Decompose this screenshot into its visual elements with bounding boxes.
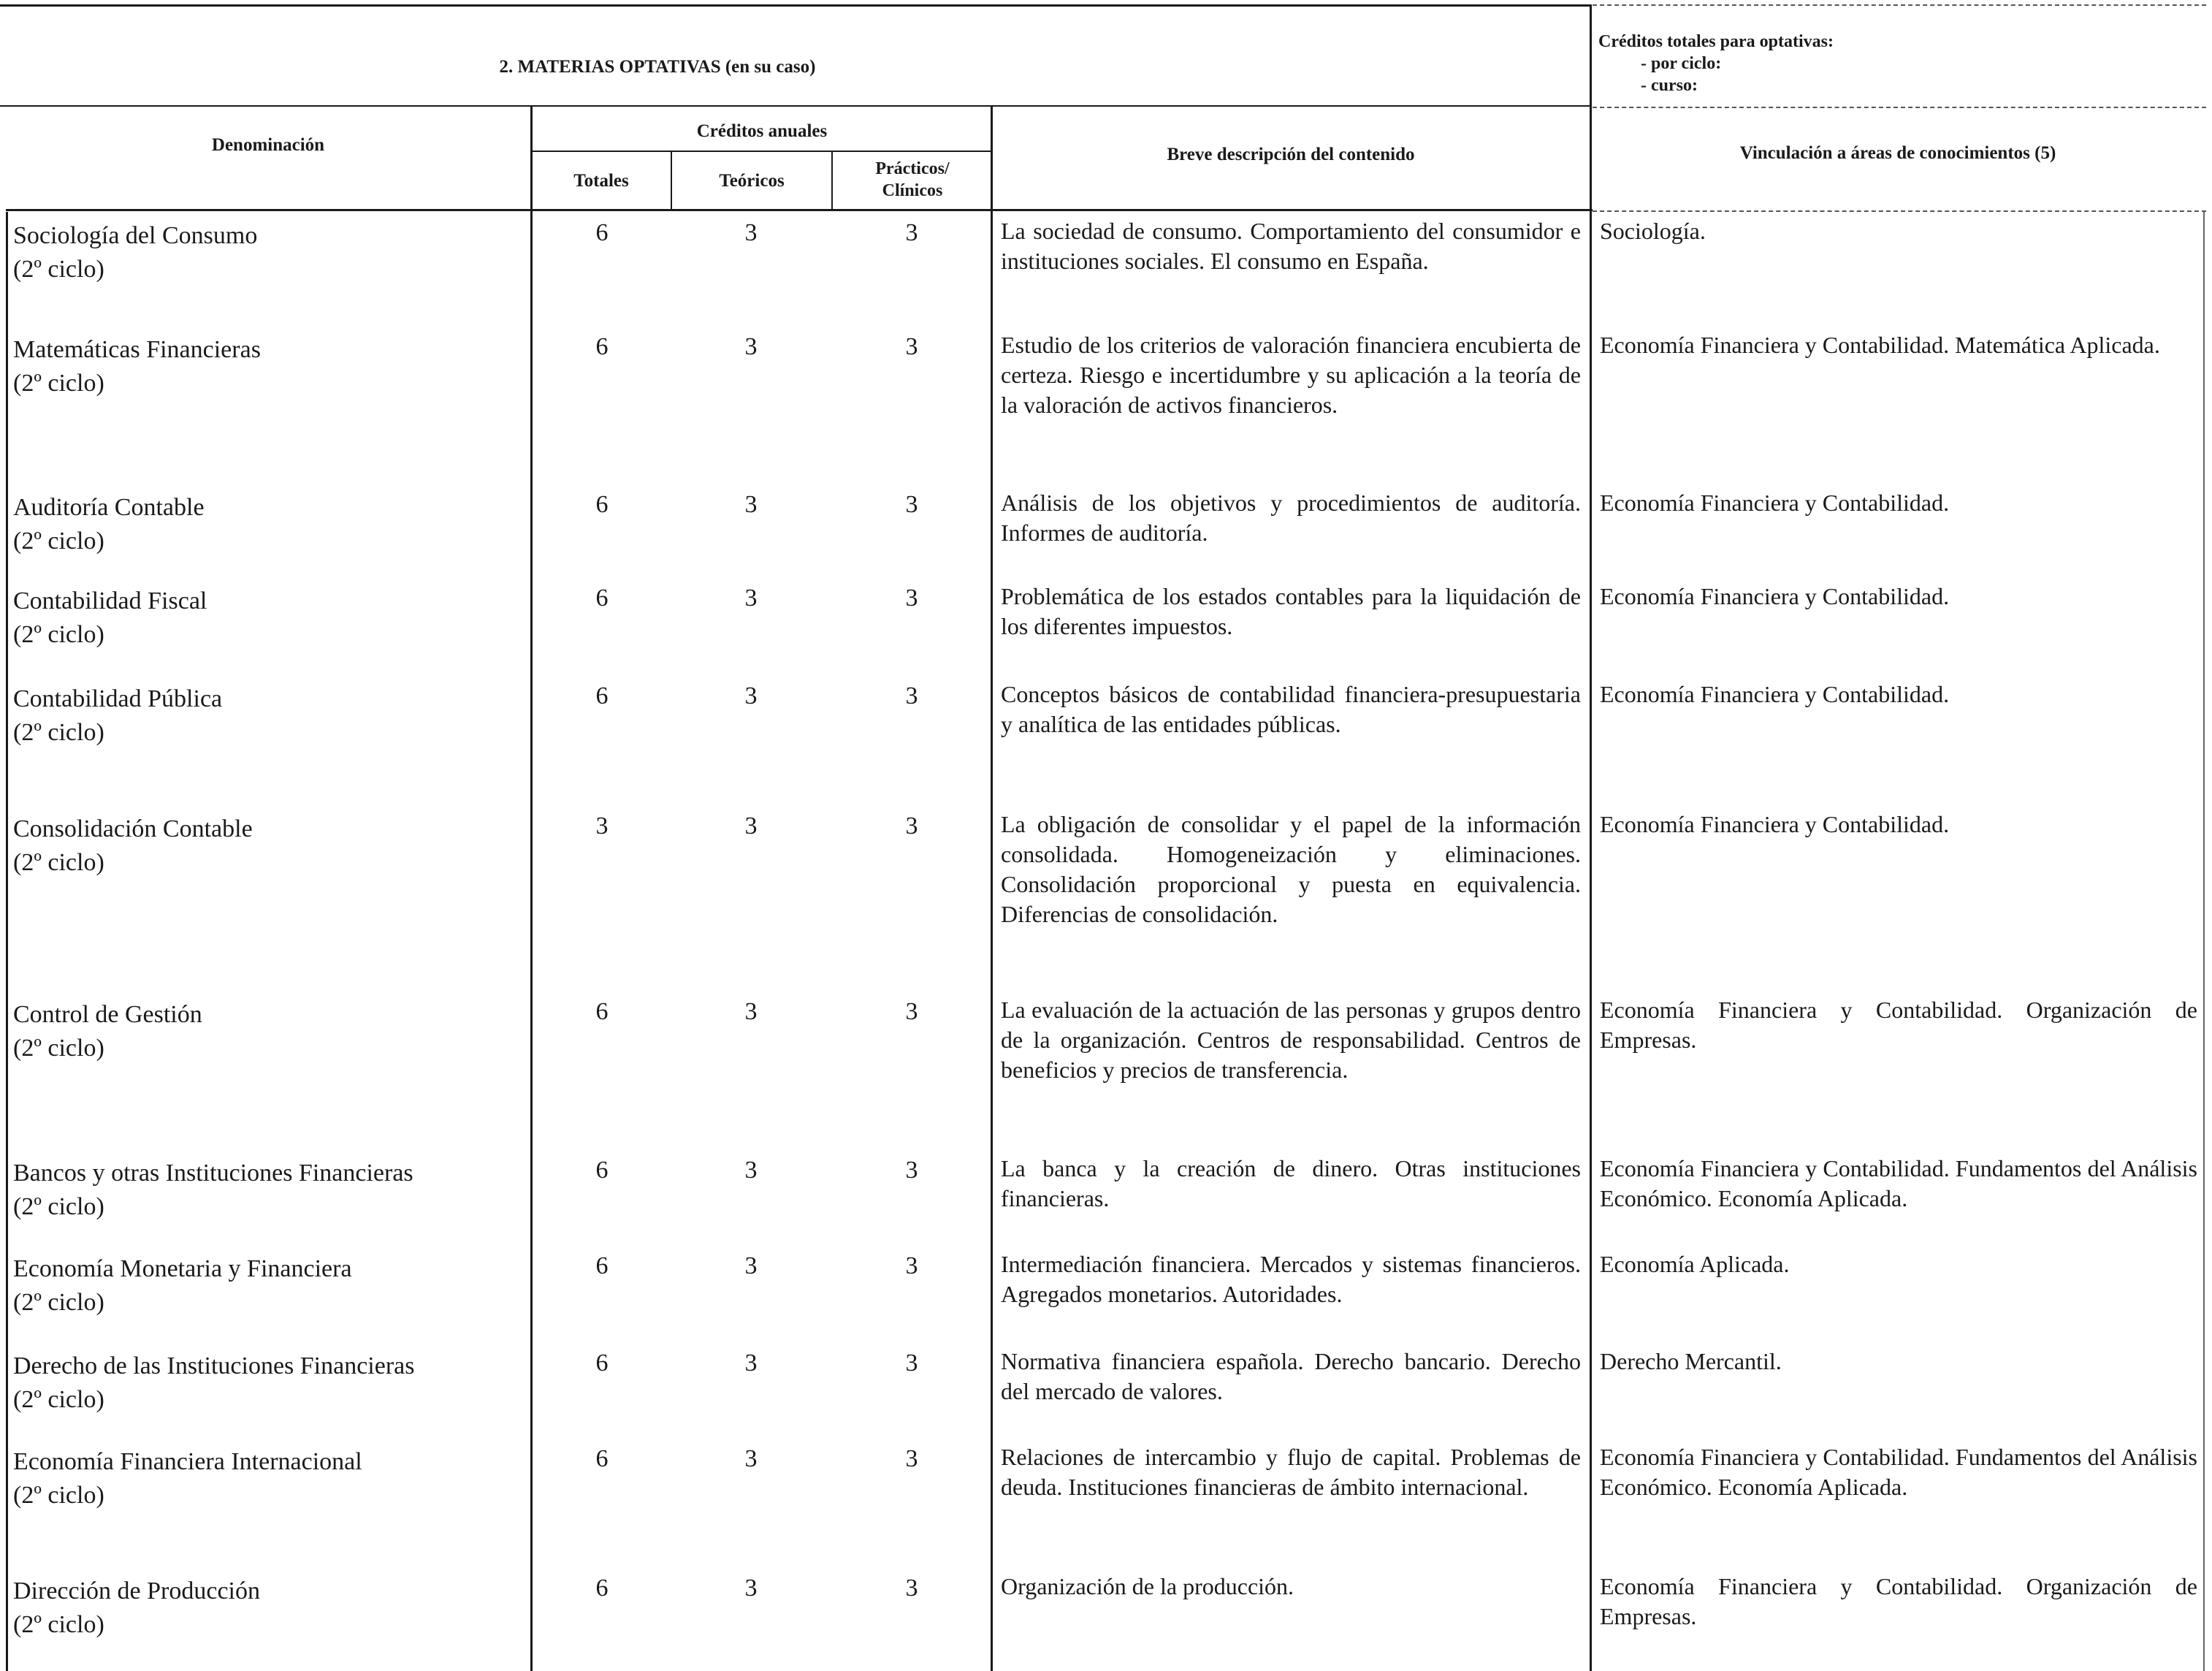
content-description: Análisis de los objetivos y procedimientos de auditoría. Informes de auditoría. [1001,490,1581,546]
credits-teoricos: 3 [744,1157,758,1184]
content-description: La evaluación de la actuación de las personas y grupos dentro de la organización. Centros de responsabilidad. Centros de beneficios y precios de transferencia. [1001,997,1581,1083]
optativas-title: Créditos totales para optativas: [1598,32,1834,51]
subject-ciclo: (2º ciclo) [13,528,104,555]
creditos-divider [532,151,992,152]
col-divider-denominacion [530,107,533,1671]
credits-totales: 6 [595,998,609,1025]
header-practicos: Prácticos/ Clínicos [875,159,950,200]
subject-ciclo: (2º ciclo) [13,849,104,876]
content-description: Organización de la producción. [1001,1573,1294,1599]
credits-totales: 6 [595,333,609,360]
credits-totales: 3 [595,812,609,840]
credits-practicos: 3 [905,1252,918,1279]
content-description: Problemática de los estados contables para la liquidación de los diferentes impuestos. [1001,583,1581,639]
credits-practicos: 3 [905,1157,918,1184]
credits-totales: 6 [595,1252,609,1279]
knowledge-areas: Economía Financiera y Contabilidad. Organización de Empresas. [1600,997,2197,1053]
subject-name: Derecho de las Instituciones Financieras [13,1352,415,1379]
knowledge-areas: Economía Financiera y Contabilidad. Organización de Empresas. [1600,1573,2197,1629]
content-description: Estudio de los criterios de valoración financiera encubierta de certeza. Riesgo e incertidumbre y su aplicación a la teoría de la valoración de activos financieros. [1001,332,1581,418]
top-border [0,4,1591,7]
subject-ciclo: (2º ciclo) [13,1611,104,1638]
credits-totales: 6 [595,585,609,612]
credits-totales: 6 [595,491,609,518]
credits-teoricos: 3 [744,1252,758,1279]
credits-teoricos: 3 [744,585,758,612]
subject-name: Dirección de Producción [13,1577,260,1605]
header-denominacion: Denominación [211,135,325,155]
header-descripcion: Breve descripción del contenido [1167,145,1415,164]
right-border [2203,212,2205,1671]
subject-ciclo: (2º ciclo) [13,256,104,283]
knowledge-areas: Economía Financiera y Contabilidad. [1600,811,1950,837]
credits-practicos: 3 [905,333,918,360]
credits-teoricos: 3 [744,491,758,518]
header-divider [0,105,1591,107]
subject-ciclo: (2º ciclo) [13,370,104,397]
credits-teoricos: 3 [744,1445,758,1472]
subject-name: Bancos y otras Instituciones Financieras [13,1160,413,1187]
credits-practicos: 3 [905,1350,918,1377]
content-description: Relaciones de intercambio y flujo de capital. Problemas de deuda. Instituciones financieras de ámbito internacional. [1001,1444,1581,1500]
credits-practicos: 3 [905,682,918,709]
credits-practicos: 3 [905,491,918,518]
top-border-dashed [1593,4,2206,6]
credits-practicos: 3 [905,812,918,840]
credits-totales: 6 [595,219,609,246]
subject-name: Control de Gestión [13,1001,202,1028]
credits-teoricos: 3 [744,812,758,840]
knowledge-areas: Sociología. [1600,218,1706,244]
credits-totales: 6 [595,1350,609,1377]
subject-ciclo: (2º ciclo) [13,1193,104,1220]
section-title: 2. MATERIAS OPTATIVAS (en su caso) [499,57,816,77]
content-description: Intermediación financiera. Mercados y sistemas financieros. Agregados monetarios. Autoridades. [1001,1251,1581,1307]
content-description: Normativa financiera española. Derecho bancario. Derecho del mercado de valores. [1001,1348,1581,1404]
optativas-por-ciclo: - por ciclo: [1641,54,1722,73]
credits-practicos: 3 [905,1445,918,1472]
credits-totales: 6 [595,1575,609,1602]
knowledge-areas: Economía Financiera y Contabilidad. [1600,583,1950,609]
credits-teoricos: 3 [744,1350,758,1377]
credits-practicos: 3 [905,585,918,612]
credits-practicos: 3 [905,1575,918,1602]
knowledge-areas: Economía Financiera y Contabilidad. Matemática Aplicada. [1600,332,2160,358]
subject-name: Consolidación Contable [13,815,253,842]
content-description: La obligación de consolidar y el papel de la información consolidada. Homogeneización y eliminaciones. Consolidación proporcional y puesta en equivalencia. Diferencias de consolidación. [1001,811,1581,927]
knowledge-areas: Economía Financiera y Contabilidad. Fundamentos del Análisis Económico. Economía Aplicada. [1600,1155,2197,1211]
credits-totales: 6 [595,1445,609,1472]
col-divider-teoricos [831,152,833,210]
subject-name: Contabilidad Fiscal [13,587,207,614]
knowledge-areas: Derecho Mercantil. [1600,1348,1782,1374]
subject-ciclo: (2º ciclo) [13,1482,104,1509]
subheader-bottom-dashed [1593,210,2206,212]
credits-teoricos: 3 [744,1575,758,1602]
credits-practicos: 3 [905,219,918,246]
header-totales: Totales [573,171,629,191]
subheader-bottom-line [6,209,1593,211]
subject-ciclo: (2º ciclo) [13,621,104,648]
credits-teoricos: 3 [744,219,758,246]
header-divider-dashed [1593,107,2206,108]
subject-name: Economía Monetaria y Financiera [13,1255,352,1282]
knowledge-areas: Economía Aplicada. [1600,1251,1790,1277]
col-divider-descripcion [1590,4,1592,1671]
content-description: Conceptos básicos de contabilidad financiera-presupuestaria y analítica de las entidades públicas. [1001,681,1581,737]
left-border [6,212,8,1671]
subject-name: Auditoría Contable [13,494,205,521]
content-description: La sociedad de consumo. Comportamiento del consumidor e instituciones sociales. El consumo en España. [1001,218,1581,274]
knowledge-areas: Economía Financiera y Contabilidad. [1600,490,1950,516]
credits-totales: 6 [595,682,609,709]
credits-teoricos: 3 [744,333,758,360]
header-creditos-anuales: Créditos anuales [696,121,828,141]
credits-practicos: 3 [905,998,918,1025]
subject-ciclo: (2º ciclo) [13,1035,104,1062]
subject-ciclo: (2º ciclo) [13,719,104,746]
header-teoricos: Teóricos [719,171,785,191]
subject-name: Matemáticas Financieras [13,336,261,363]
subject-ciclo: (2º ciclo) [13,1386,104,1413]
col-divider-creditos [991,107,993,1671]
subject-name: Economía Financiera Internacional [13,1448,362,1475]
subject-ciclo: (2º ciclo) [13,1289,104,1316]
credits-teoricos: 3 [744,998,758,1025]
content-description: La banca y la creación de dinero. Otras instituciones financieras. [1001,1155,1581,1211]
subject-name: Contabilidad Pública [13,685,223,712]
optativas-box [1598,31,2197,96]
subject-name: Sociología del Consumo [13,222,258,249]
credits-teoricos: 3 [744,682,758,709]
credits-totales: 6 [595,1157,609,1184]
optativas-curso: - curso: [1641,76,1698,95]
knowledge-areas: Economía Financiera y Contabilidad. Fundamentos del Análisis Económico. Economía Aplicada. [1600,1444,2197,1500]
header-vinculacion: Vinculación a áreas de conocimientos (5) [1739,143,2056,163]
knowledge-areas: Economía Financiera y Contabilidad. [1600,681,1950,707]
